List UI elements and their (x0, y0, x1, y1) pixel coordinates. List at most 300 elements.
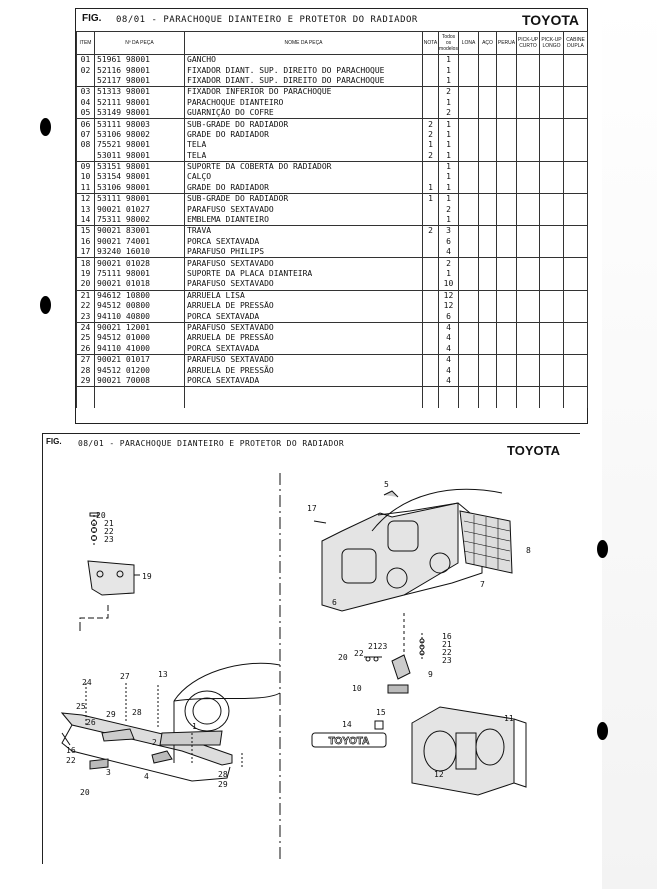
table-row (77, 290, 588, 301)
cell-name: ARRUELA DE PRESSÃO (185, 365, 423, 375)
cell-empty (497, 204, 517, 214)
cell-empty (540, 322, 564, 333)
cell-empty (517, 301, 540, 311)
cell-empty (497, 215, 517, 226)
exploded-diagram-sheet (42, 433, 580, 864)
cell-qty: 4 (439, 376, 459, 387)
cell-empty (497, 398, 517, 408)
callout: 4 (144, 772, 149, 781)
cell-qty: 1 (439, 269, 459, 279)
callout: 20 (338, 653, 348, 662)
cell-part: 53111 98001 (95, 194, 185, 205)
cell-empty (540, 130, 564, 140)
cell-part: 53106 98001 (95, 183, 185, 194)
cell-empty (517, 194, 540, 205)
cell-name (185, 398, 423, 408)
cell-empty (540, 279, 564, 290)
cell-item: 06 (77, 119, 95, 130)
cell-nota: 2 (423, 226, 439, 237)
callout: 16 (66, 746, 76, 755)
cell-name: PARAFUSO SEXTAVADO (185, 204, 423, 214)
cell-empty (517, 344, 540, 355)
cell-item (77, 151, 95, 162)
cell-nota (423, 354, 439, 365)
cell-item: 28 (77, 365, 95, 375)
cell-name: TELA (185, 151, 423, 162)
cell-item: 05 (77, 108, 95, 119)
cell-nota (423, 322, 439, 333)
cell-empty (459, 108, 479, 119)
cell-nota (423, 258, 439, 269)
cell-qty: 1 (439, 194, 459, 205)
cell-empty (459, 365, 479, 375)
cell-empty (564, 258, 588, 269)
table-row (77, 108, 588, 119)
cell-empty (497, 194, 517, 205)
cell-empty (564, 65, 588, 75)
cell-name: PARAFUSO SEXTAVADO (185, 354, 423, 365)
cell-nota (423, 290, 439, 301)
cell-qty: 1 (439, 76, 459, 87)
cell-empty (564, 247, 588, 258)
table-row (77, 151, 588, 162)
cell-empty (517, 215, 540, 226)
cell-empty (459, 376, 479, 387)
callout: 11 (504, 714, 514, 723)
cell-part: 90021 83001 (95, 226, 185, 237)
cell-item: 03 (77, 87, 95, 98)
cell-item: 01 (77, 55, 95, 66)
cell-nota (423, 333, 439, 343)
cell-part: 94512 00800 (95, 301, 185, 311)
table-row (77, 333, 588, 343)
cell-empty (540, 354, 564, 365)
cell-part (95, 387, 185, 398)
callout: 13 (158, 670, 168, 679)
cell-empty (540, 183, 564, 194)
callout: 15 (376, 708, 386, 717)
cell-item: 12 (77, 194, 95, 205)
cell-empty (564, 398, 588, 408)
cell-name: PARACHOQUE DIANTEIRO (185, 98, 423, 108)
table-header-row (77, 32, 588, 55)
cell-empty (497, 130, 517, 140)
callout: 10 (352, 684, 362, 693)
callout: 14 (342, 720, 352, 729)
cell-qty: 1 (439, 55, 459, 66)
column-header: PICK-UP LONGO (540, 32, 564, 55)
cell-empty (517, 130, 540, 140)
table-row (77, 354, 588, 365)
cell-part: 53111 98003 (95, 119, 185, 130)
cell-part: 75521 98001 (95, 140, 185, 150)
cell-part: 53154 98001 (95, 172, 185, 182)
cell-qty: 2 (439, 258, 459, 269)
column-header: LONA (459, 32, 479, 55)
cell-name: PORCA SEXTAVADA (185, 344, 423, 355)
cell-empty (459, 398, 479, 408)
cell-empty (517, 333, 540, 343)
table-row (77, 344, 588, 355)
cell-part: 75311 98002 (95, 215, 185, 226)
cell-empty (540, 215, 564, 226)
cell-empty (497, 279, 517, 290)
column-header: PICK-UP CURTO (517, 32, 540, 55)
parts-list-sheet (75, 8, 588, 424)
callout: 6 (332, 598, 337, 607)
cell-item: 10 (77, 172, 95, 182)
cell-nota (423, 237, 439, 247)
cell-empty (479, 376, 497, 387)
callout: 22 (442, 648, 452, 657)
cell-empty (540, 226, 564, 237)
table-row (77, 387, 588, 398)
cell-name: SUB-GRADE DO RADIADOR (185, 119, 423, 130)
callout: 7 (480, 580, 485, 589)
callout: 22 (104, 527, 114, 536)
title-text: - PARACHOQUE DIANTEIRO E PROTETOR DO RADIADOR (109, 439, 345, 448)
cell-empty (564, 55, 588, 66)
cell-name: PARAFUSO SEXTAVADO (185, 279, 423, 290)
column-header: PERUA (497, 32, 517, 55)
cell-qty: 2 (439, 87, 459, 98)
cell-name: SUB-GRADE DO RADIADOR (185, 194, 423, 205)
brand-logo-text: TOYOTA (507, 443, 560, 458)
cell-empty (479, 354, 497, 365)
cell-empty (479, 279, 497, 290)
cell-empty (459, 279, 479, 290)
cell-empty (564, 151, 588, 162)
cell-empty (479, 301, 497, 311)
cell-qty: 12 (439, 290, 459, 301)
cell-empty (540, 55, 564, 66)
cell-qty: 1 (439, 140, 459, 150)
cell-empty (459, 290, 479, 301)
punch-hole (40, 296, 51, 314)
cell-empty (459, 76, 479, 87)
callout: 17 (307, 504, 317, 513)
cell-empty (479, 87, 497, 98)
cell-name: TELA (185, 140, 423, 150)
cell-name: FIXADOR DIANT. SUP. DIREITO DO PARACHOQUE (185, 65, 423, 75)
cell-empty (479, 387, 497, 398)
cell-empty (459, 130, 479, 140)
cell-empty (517, 247, 540, 258)
cell-part: 53149 98001 (95, 108, 185, 119)
table-row (77, 376, 588, 387)
cell-empty (564, 344, 588, 355)
cell-empty (564, 98, 588, 108)
cell-empty (564, 354, 588, 365)
cell-empty (540, 311, 564, 322)
cell-empty (459, 119, 479, 130)
cell-nota (423, 398, 439, 408)
cell-empty (497, 333, 517, 343)
cell-name: SUPORTE DA COBERTA DO RADIADOR (185, 161, 423, 172)
cell-nota (423, 365, 439, 375)
cell-part: 90021 70008 (95, 376, 185, 387)
cell-empty (479, 55, 497, 66)
cell-empty (517, 398, 540, 408)
cell-empty (540, 119, 564, 130)
cell-empty (479, 333, 497, 343)
cell-name: PORCA SEXTAVADA (185, 237, 423, 247)
cell-part: 90021 74001 (95, 237, 185, 247)
cell-empty (479, 119, 497, 130)
cell-empty (517, 279, 540, 290)
cell-empty (517, 354, 540, 365)
cell-empty (564, 76, 588, 87)
cell-empty (540, 290, 564, 301)
cell-empty (479, 130, 497, 140)
cell-empty (517, 98, 540, 108)
callout: 27 (120, 672, 130, 681)
table-row (77, 365, 588, 375)
cell-empty (459, 322, 479, 333)
callout: 26 (86, 718, 96, 727)
cell-empty (459, 354, 479, 365)
cell-empty (540, 98, 564, 108)
cell-item: 08 (77, 140, 95, 150)
cell-empty (517, 311, 540, 322)
cell-empty (497, 151, 517, 162)
cell-empty (459, 98, 479, 108)
cell-item: 29 (77, 376, 95, 387)
table-row (77, 87, 588, 98)
callout: 2123 (368, 642, 388, 651)
cell-item: 24 (77, 322, 95, 333)
cell-item (77, 76, 95, 87)
cell-nota (423, 269, 439, 279)
cell-empty (479, 344, 497, 355)
cell-nota (423, 311, 439, 322)
cell-name: PORCA SEXTAVADA (185, 311, 423, 322)
cell-part: 51961 98001 (95, 55, 185, 66)
cell-nota (423, 55, 439, 66)
cell-name: FIXADOR INFERIOR DO PARACHOQUE (185, 87, 423, 98)
cell-empty (459, 387, 479, 398)
cell-empty (517, 226, 540, 237)
cell-qty: 4 (439, 247, 459, 258)
cell-empty (497, 354, 517, 365)
cell-nota: 2 (423, 119, 439, 130)
cell-part: 93240 16010 (95, 247, 185, 258)
cell-name: GANCHO (185, 55, 423, 66)
cell-qty: 4 (439, 365, 459, 375)
cell-empty (479, 311, 497, 322)
callout: 5 (384, 480, 389, 489)
cell-item: 02 (77, 65, 95, 75)
callout: 8 (526, 546, 531, 555)
cell-empty (540, 333, 564, 343)
table-row (77, 247, 588, 258)
cell-part: 94110 40800 (95, 311, 185, 322)
table-row (77, 55, 588, 66)
cell-nota (423, 76, 439, 87)
cell-empty (540, 301, 564, 311)
table-row (77, 311, 588, 322)
column-header: AÇO (479, 32, 497, 55)
cell-name (185, 387, 423, 398)
cell-nota (423, 215, 439, 226)
cell-empty (540, 247, 564, 258)
callout: 29 (218, 780, 228, 789)
cell-empty (459, 140, 479, 150)
table-row (77, 398, 588, 408)
cell-empty (479, 140, 497, 150)
cell-empty (497, 172, 517, 182)
cell-part: 94512 01200 (95, 365, 185, 375)
cell-empty (497, 226, 517, 237)
cell-empty (517, 290, 540, 301)
cell-empty (459, 247, 479, 258)
emblem-lettering: TOYOTA (328, 736, 370, 747)
cell-qty: 6 (439, 311, 459, 322)
cell-part: 90021 01018 (95, 279, 185, 290)
cell-empty (564, 161, 588, 172)
cell-nota (423, 247, 439, 258)
column-header: CABINE DUPLA (564, 32, 588, 55)
cell-name: GRADE DO RADIADOR (185, 130, 423, 140)
cell-empty (459, 183, 479, 194)
cell-qty: 4 (439, 322, 459, 333)
cell-empty (497, 376, 517, 387)
cell-empty (564, 172, 588, 182)
cell-empty (517, 87, 540, 98)
cell-qty: 1 (439, 119, 459, 130)
table-row (77, 76, 588, 87)
cell-qty: 4 (439, 344, 459, 355)
cell-empty (497, 247, 517, 258)
cell-empty (517, 76, 540, 87)
cell-name: EMBLEMA DIANTEIRO (185, 215, 423, 226)
punch-hole (597, 722, 608, 740)
cell-name: PARAFUSO SEXTAVADO (185, 322, 423, 333)
callout: 22 (354, 649, 364, 658)
callout: 1 (192, 722, 197, 731)
table-row (77, 204, 588, 214)
cell-nota: 1 (423, 183, 439, 194)
callout: 12 (434, 770, 444, 779)
cell-empty (459, 344, 479, 355)
cell-empty (497, 311, 517, 322)
cell-qty: 1 (439, 130, 459, 140)
cell-qty: 1 (439, 65, 459, 75)
cell-empty (479, 65, 497, 75)
cell-empty (564, 333, 588, 343)
cell-empty (517, 365, 540, 375)
cell-empty (479, 98, 497, 108)
cell-empty (459, 161, 479, 172)
cell-empty (540, 365, 564, 375)
cell-empty (459, 258, 479, 269)
cell-empty (459, 237, 479, 247)
cell-empty (479, 258, 497, 269)
cell-item: 19 (77, 269, 95, 279)
cell-empty (564, 237, 588, 247)
cell-empty (497, 161, 517, 172)
cell-empty (497, 65, 517, 75)
column-header: Nº DA PEÇA (95, 32, 185, 55)
cell-empty (540, 387, 564, 398)
cell-part: 53151 98001 (95, 161, 185, 172)
cell-empty (540, 172, 564, 182)
cell-empty (564, 87, 588, 98)
cell-empty (540, 204, 564, 214)
cell-item: 11 (77, 183, 95, 194)
cell-empty (540, 108, 564, 119)
cell-empty (497, 344, 517, 355)
cell-empty (517, 140, 540, 150)
cell-empty (459, 311, 479, 322)
table-row (77, 119, 588, 130)
cell-empty (540, 161, 564, 172)
cell-part: 53106 98002 (95, 130, 185, 140)
table-row (77, 140, 588, 150)
cell-empty (497, 119, 517, 130)
cell-item (77, 398, 95, 408)
cell-empty (497, 301, 517, 311)
cell-nota (423, 98, 439, 108)
cell-empty (479, 398, 497, 408)
table-row (77, 130, 588, 140)
cell-qty: 2 (439, 204, 459, 214)
table-row (77, 258, 588, 269)
cell-empty (564, 311, 588, 322)
cell-qty (439, 398, 459, 408)
cell-empty (517, 172, 540, 182)
cell-qty: 1 (439, 172, 459, 182)
cell-empty (564, 130, 588, 140)
cell-qty: 4 (439, 333, 459, 343)
cell-empty (564, 204, 588, 214)
cell-empty (540, 344, 564, 355)
exploded-diagram (42, 433, 580, 864)
table-row (77, 237, 588, 247)
title-text: - PARACHOQUE DIANTEIRO E PROTETOR DO RADIADOR (151, 15, 418, 25)
cell-empty (459, 151, 479, 162)
cell-empty (479, 183, 497, 194)
cell-part: 90021 01017 (95, 354, 185, 365)
table-row (77, 65, 588, 75)
cell-item: 09 (77, 161, 95, 172)
radiator-grille-group (314, 489, 512, 611)
cell-empty (540, 140, 564, 150)
table-row (77, 322, 588, 333)
cell-empty (564, 215, 588, 226)
cell-name: PARAFUSO SEXTAVADO (185, 258, 423, 269)
cell-item: 25 (77, 333, 95, 343)
cell-nota: 1 (423, 140, 439, 150)
cell-qty: 1 (439, 215, 459, 226)
cell-empty (540, 87, 564, 98)
cell-nota (423, 344, 439, 355)
cell-empty (459, 204, 479, 214)
cell-empty (564, 365, 588, 375)
cell-empty (564, 194, 588, 205)
cell-empty (517, 258, 540, 269)
cell-empty (564, 376, 588, 387)
table-row (77, 269, 588, 279)
callout: 21 (104, 519, 114, 528)
callout: 2 (152, 738, 157, 747)
cell-name: ARRUELA LISA (185, 290, 423, 301)
cell-empty (459, 333, 479, 343)
cell-empty (564, 322, 588, 333)
cell-empty (497, 387, 517, 398)
cell-nota (423, 65, 439, 75)
cell-item: 21 (77, 290, 95, 301)
